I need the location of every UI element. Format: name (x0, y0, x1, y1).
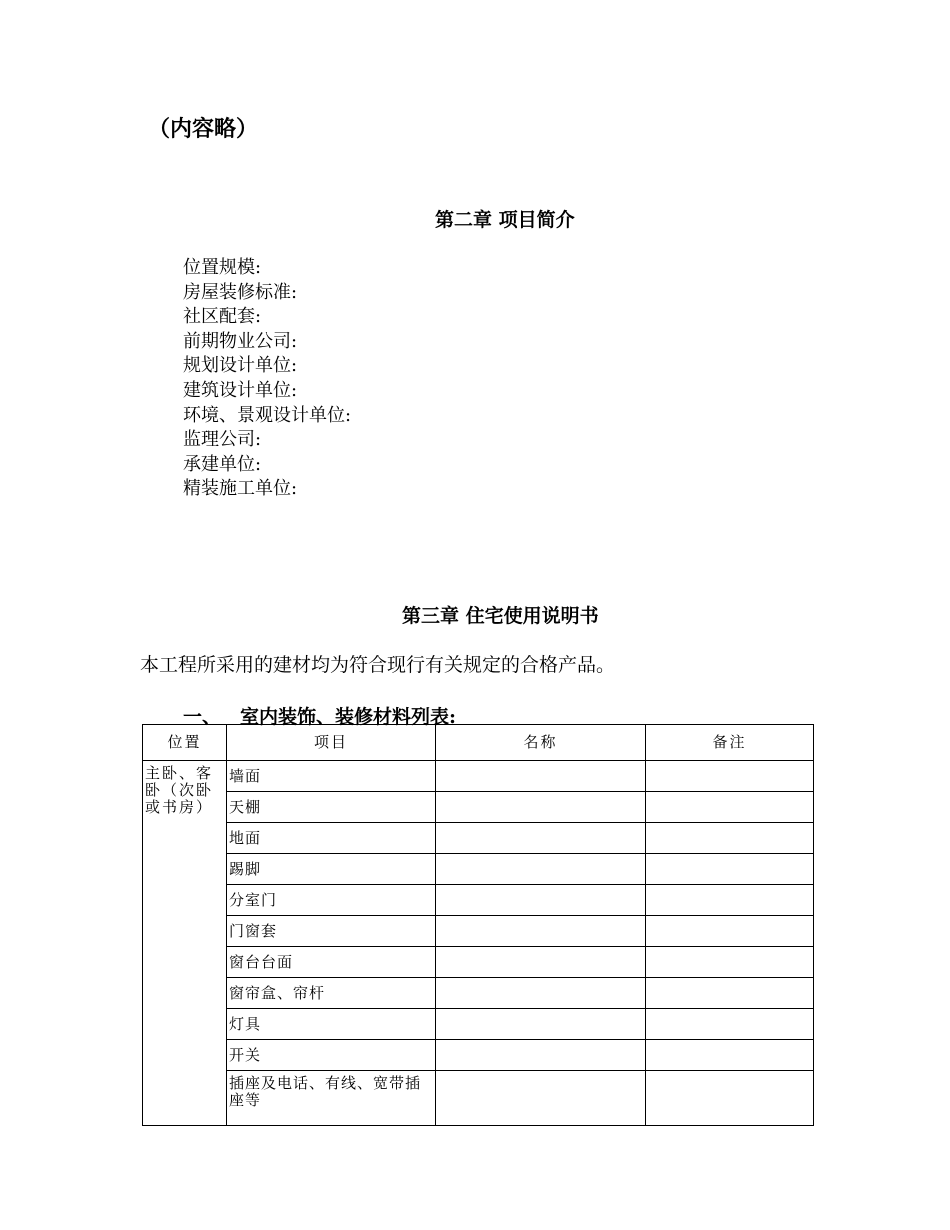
name-cell (436, 1071, 646, 1126)
name-cell (436, 854, 646, 885)
info-property-company: 前期物业公司: (183, 330, 298, 352)
name-cell (436, 823, 646, 854)
table-row (143, 947, 814, 978)
name-cell (436, 792, 646, 823)
item-cell: 窗台台面 (227, 947, 436, 978)
remarks-cell (646, 916, 814, 947)
item-cell: 门窗套 (227, 916, 436, 947)
section1-number: 一、 (183, 706, 222, 728)
remarks-cell (646, 1071, 814, 1126)
chapter3-intro: 本工程所采用的建材均为符合现行有关规定的合格产品。 (140, 654, 616, 676)
project-info-list (183, 256, 351, 502)
item-cell: 开关 (227, 1040, 436, 1071)
table-row (143, 792, 814, 823)
item-cell: 地面 (227, 823, 436, 854)
name-cell (436, 1009, 646, 1040)
table-row (143, 1071, 814, 1126)
remarks-cell (646, 1009, 814, 1040)
item-cell: 插座及电话、有线、宽带插座等 (227, 1071, 436, 1126)
table-row (143, 916, 814, 947)
name-cell (436, 761, 646, 792)
name-cell (436, 1040, 646, 1071)
table-header-row (143, 725, 814, 761)
remarks-cell (646, 885, 814, 916)
remarks-cell (646, 823, 814, 854)
table-row (143, 823, 814, 854)
name-cell (436, 885, 646, 916)
header-item: 项目 (227, 725, 436, 761)
info-landscape-designer: 环境、景观设计单位: (183, 404, 352, 426)
remarks-cell (646, 854, 814, 885)
header-name: 名称 (436, 725, 646, 761)
table-row (143, 885, 814, 916)
info-contractor: 承建单位: (183, 453, 262, 475)
remarks-cell (646, 947, 814, 978)
item-cell: 窗帘盒、帘杆 (227, 978, 436, 1009)
table-row (143, 761, 814, 792)
omitted-note: （内容略） (148, 116, 259, 142)
info-decoration-standard: 房屋装修标准: (183, 281, 298, 303)
location-cell: 主卧、客卧（次卧或书房） (143, 761, 227, 1126)
materials-table (142, 724, 814, 1126)
info-planning-designer: 规划设计单位: (183, 355, 298, 377)
info-finishing-contractor: 精装施工单位: (183, 478, 298, 500)
table-row (143, 1009, 814, 1040)
item-cell: 天棚 (227, 792, 436, 823)
item-cell: 分室门 (227, 885, 436, 916)
info-architecture-designer: 建筑设计单位: (183, 379, 298, 401)
chapter2-title: 第二章 项目简介 (435, 209, 575, 231)
remarks-cell (646, 978, 814, 1009)
name-cell (436, 947, 646, 978)
remarks-cell (646, 761, 814, 792)
remarks-cell (646, 1040, 814, 1071)
table-row (143, 978, 814, 1009)
header-remarks: 备注 (646, 725, 814, 761)
name-cell (436, 916, 646, 947)
info-supervision-company: 监理公司: (183, 429, 262, 451)
info-location-scale: 位置规模: (183, 257, 262, 278)
item-cell: 踢脚 (227, 854, 436, 885)
item-cell: 墙面 (227, 761, 436, 792)
section1-title: 室内装饰、装修材料列表: (240, 706, 457, 728)
chapter3-title: 第三章 住宅使用说明书 (402, 605, 599, 627)
header-location: 位置 (143, 725, 227, 761)
table-row (143, 1040, 814, 1071)
item-cell: 灯具 (227, 1009, 436, 1040)
table-row (143, 854, 814, 885)
remarks-cell (646, 792, 814, 823)
info-community-facilities: 社区配套: (183, 306, 262, 328)
name-cell (436, 978, 646, 1009)
